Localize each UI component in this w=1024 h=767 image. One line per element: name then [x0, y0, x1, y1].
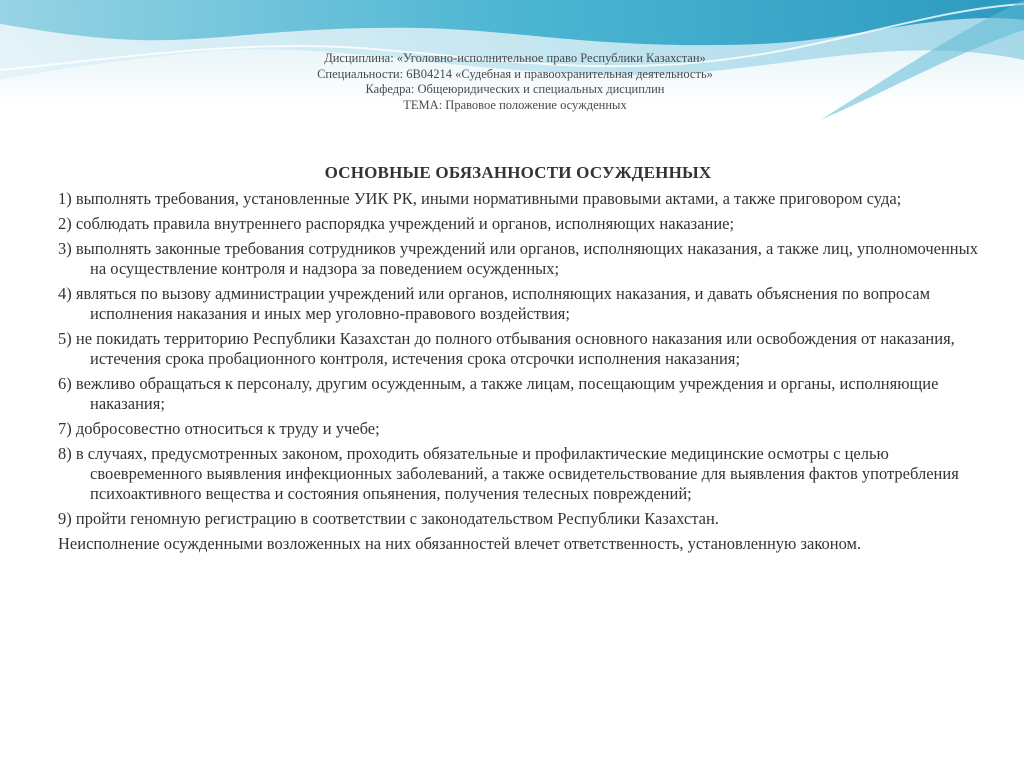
header-discipline: Дисциплина: «Уголовно-исполнительное право Республики Казахстан»	[324, 51, 706, 65]
header-department: Кафедра: Общеюридических и специальных дисциплин	[365, 82, 665, 96]
list-item: 3) выполнять законные требования сотрудников учреждений или органов, исполняющих наказания, а также лиц, уполномоченных на осуществление контроля и надзора за поведением осужденных;	[58, 239, 978, 278]
list-item: 1) выполнять требования, установленные УИК РК, иными нормативными правовыми актами, а также приговором суда;	[58, 189, 902, 208]
slide-header	[180, 51, 850, 113]
header-specialty: Специальности: 6В04214 «Судебная и правоохранительная деятельность»	[317, 66, 713, 81]
list-item: 7) добросовестно относиться к труду и учебе;	[58, 419, 380, 438]
list-item: 4) являться по вызову администрации учреждений или органов, исполняющих наказания, и давать объяснения по вопросам исполнения наказания и иных мер уголовно-правового воздействия;	[58, 284, 931, 323]
list-item: 5) не покидать территорию Республики Казахстан до полного отбывания основного наказания или освобождения от наказания, истечения срока пробационного контроля, истечения срока отсрочки исполнения наказания;	[58, 329, 955, 368]
list-item: Неисполнение осужденными возложенных на них обязанностей влечет ответственность, установленную законом.	[58, 534, 862, 553]
list-item: 6) вежливо обращаться к персоналу, другим осужденным, а также лицам, посещающим учреждения и органы, исполняющие наказания;	[58, 374, 939, 413]
list-item: 9) пройти геномную регистрацию в соответствии с законодательством Республики Казахстан.	[58, 509, 719, 528]
duties-list	[58, 189, 978, 554]
header-topic: ТЕМА: Правовое положение осужденных	[403, 97, 627, 112]
list-item: 8) в случаях, предусмотренных законом, проходить обязательные и профилактические медицинские осмотры с целью своевременного выявления инфекционных заболеваний, а также освидетельствование для выявления фактов употребления психоактивного вещества и состояния опьянения, получения телесных повреждений;	[58, 444, 959, 503]
content-title: ОСНОВНЫЕ ОБЯЗАННОСТИ ОСУЖДЕННЫХ	[324, 163, 712, 182]
list-item: 2) соблюдать правила внутреннего распорядка учреждений и органов, исполняющих наказание;	[58, 214, 735, 233]
slide-content	[58, 163, 978, 559]
